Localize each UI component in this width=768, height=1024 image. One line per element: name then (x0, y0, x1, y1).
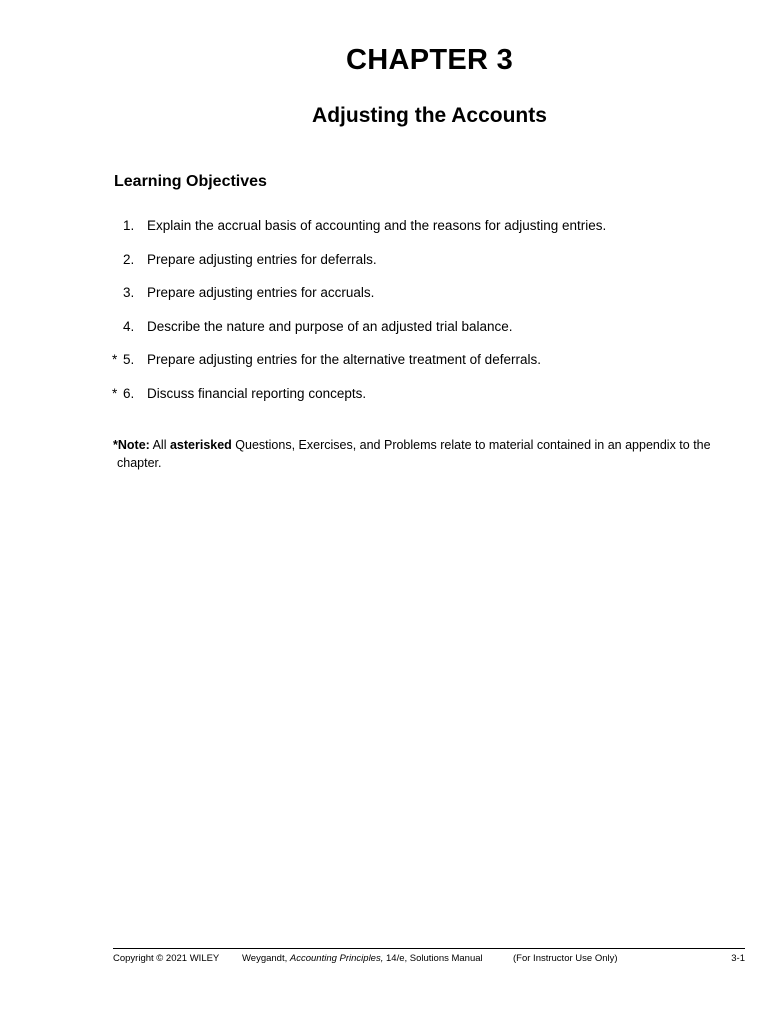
footer-book-title: Accounting Principles, (289, 953, 384, 964)
appendix-note (113, 436, 745, 472)
note-emphasis: asterisked (169, 438, 232, 452)
footer-edition: 14/e, Solutions Manual (383, 953, 483, 964)
footer-divider (113, 948, 745, 949)
objective-item-5 (110, 350, 750, 384)
chapter-title: CHAPTER 3 (345, 44, 514, 76)
footer-usage-notice: (For Instructor Use Only) (513, 953, 618, 964)
page-footer (113, 953, 745, 967)
objective-item-6 (110, 384, 750, 418)
note-continuation: chapter. (117, 456, 162, 470)
page-number: 3-1 (731, 953, 745, 964)
learning-objectives-heading: Learning Objectives (114, 173, 267, 190)
footer-author: Weygandt, (242, 953, 290, 964)
objective-number: 2. (123, 251, 135, 267)
footer-citation (242, 953, 483, 965)
note-text-before: All (149, 438, 170, 452)
objective-text: Describe the nature and purpose of an adjusted trial balance. (147, 318, 513, 334)
asterisk-marker: * (112, 385, 118, 401)
objective-text: Prepare adjusting entries for deferrals. (147, 251, 377, 267)
objective-text: Prepare adjusting entries for the alternative treatment of deferrals. (147, 352, 541, 367)
chapter-subtitle: Adjusting the Accounts (312, 104, 547, 127)
objective-text: Prepare adjusting entries for accruals. (147, 285, 375, 300)
learning-objectives-list (110, 216, 750, 417)
note-text-after: Questions, Exercises, and Problems relate to material contained in an appendix to the (231, 438, 711, 452)
asterisk-marker: * (112, 352, 118, 367)
objective-item-1 (110, 216, 750, 250)
objective-number: 6. (123, 385, 135, 401)
objective-number: 4. (123, 318, 135, 334)
objective-item-3 (110, 283, 750, 317)
objective-number: 3. (123, 285, 135, 300)
objective-number: 1. (123, 218, 135, 233)
objective-number: 5. (123, 352, 135, 367)
objective-text: Discuss financial reporting concepts. (147, 385, 367, 401)
note-label: *Note: (113, 438, 150, 452)
objective-item-2 (110, 250, 750, 284)
objective-item-4 (110, 317, 750, 351)
objective-text: Explain the accrual basis of accounting and the reasons for adjusting entries. (147, 218, 607, 233)
footer-copyright: Copyright © 2021 WILEY (113, 953, 220, 964)
